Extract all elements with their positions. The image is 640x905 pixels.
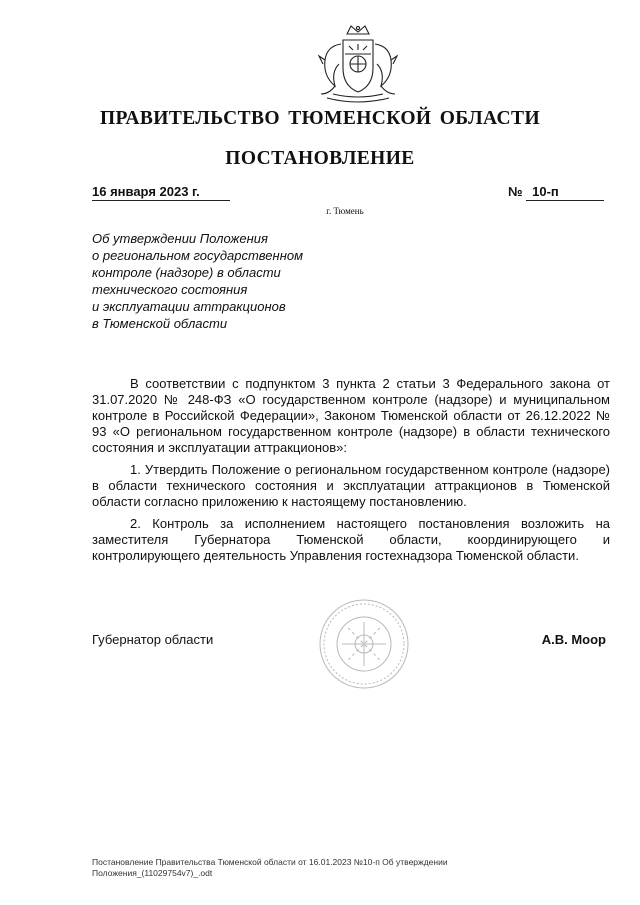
number-label: №	[508, 184, 523, 199]
body-paragraph: 1. Утвердить Положение о региональном государственном контроле (надзоре) в области технического состояния и эксплуатации аттракционов в Тюменской области согласно приложению к настоящему постановлению.	[92, 462, 610, 509]
footer-line: Положения_(11029754v7)_.odt	[92, 868, 213, 878]
subject-line: контроле (надзоре) в области	[92, 265, 281, 280]
subject-line: и эксплуатации аттракционов	[92, 299, 286, 314]
document-city: г. Тюмень	[326, 206, 364, 216]
subject-line: о региональном государственном	[92, 248, 303, 263]
document-number	[508, 184, 604, 201]
signer-position: Губернатор области	[92, 632, 214, 647]
subject-line: Об утверждении Положения	[92, 231, 268, 246]
document-type: ПОСТАНОВЛЕНИЕ	[225, 148, 415, 169]
signature-seal-icon	[318, 598, 410, 690]
coat-of-arms-icon	[313, 24, 403, 106]
number-value: 10-п	[526, 184, 604, 201]
document-subject	[92, 230, 352, 332]
body-paragraph: 2. Контроль за исполнением настоящего постановления возложить на заместителя Губернатора Тюменской области, координирующего и контролирующего деятельность Управления гостехнадзора Тюменской области.	[92, 516, 610, 563]
footer-line: Постановление Правительства Тюменской области от 16.01.2023 №10-п Об утверждении	[92, 857, 448, 867]
government-title: ПРАВИТЕЛЬСТВО ТЮМЕНСКОЙ ОБЛАСТИ	[99, 108, 541, 129]
page-footer	[92, 857, 522, 879]
document-body	[92, 376, 610, 570]
signer-name: А.В. Моор	[541, 632, 606, 647]
subject-line: в Тюменской области	[92, 316, 228, 331]
document-date: 16 января 2023 г.	[92, 184, 230, 201]
subject-line: технического состояния	[92, 282, 248, 297]
body-paragraph: В соответствии с подпунктом 3 пункта 2 статьи 3 Федерального закона от 31.07.2020 № 248-ФЗ «О государственном контроле (надзоре) и муниципальном контроле в Российской Федерации», Законом Тюменской области от 26.12.2022 № 93 «О региональном государственном контроле (надзоре) в области технического состояния и эксплуатации аттракционов»:	[92, 376, 610, 455]
